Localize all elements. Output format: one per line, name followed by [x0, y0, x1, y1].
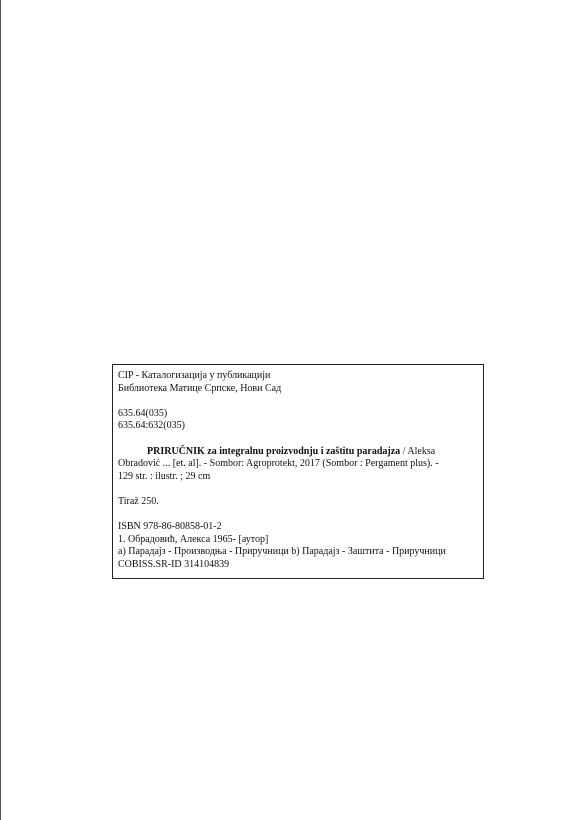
- entry-author-start: / Aleksa: [400, 445, 436, 457]
- cip-record-box: [112, 364, 484, 579]
- entry-line2: Obradović ... [et. al]. - Sombor: Agroprotekt, 2017 (Sombor : Pergament plus). -: [118, 458, 439, 470]
- udc-number-1: 635.64(035): [118, 407, 168, 419]
- subject-headings: a) Парадајз - Производња - Приручници b) Парадајз - Заштита - Приручници: [118, 546, 446, 558]
- cip-header-line1: CIP - Каталогизација у публикацији: [118, 370, 271, 381]
- cobiss-id: COBISS.SR-ID 314104839: [118, 558, 230, 570]
- page-left-edge: [0, 0, 1, 820]
- main-bibliographic-entry: [118, 446, 483, 484]
- entry-line1: [118, 446, 477, 459]
- print-run: Tiraž 250.: [118, 495, 159, 507]
- udc-number-2: 635.64:632(035): [118, 420, 185, 432]
- author-entry: 1. Обрадовић, Алекса 1965- [аутор]: [118, 533, 269, 545]
- spacer: [118, 395, 483, 408]
- entry-line3: 129 str. : ilustr. ; 29 cm: [118, 470, 211, 482]
- cip-header-line2: Библиотека Матице Српске, Нови Сад: [118, 382, 282, 394]
- spacer: [118, 433, 483, 446]
- spacer: [118, 509, 483, 522]
- isbn: ISBN 978-86-80858-01-2: [118, 521, 222, 533]
- book-title: PRIRUČNIK za integralnu proizvodnju i zaštitu paradajza: [147, 445, 401, 457]
- spacer: [118, 483, 483, 496]
